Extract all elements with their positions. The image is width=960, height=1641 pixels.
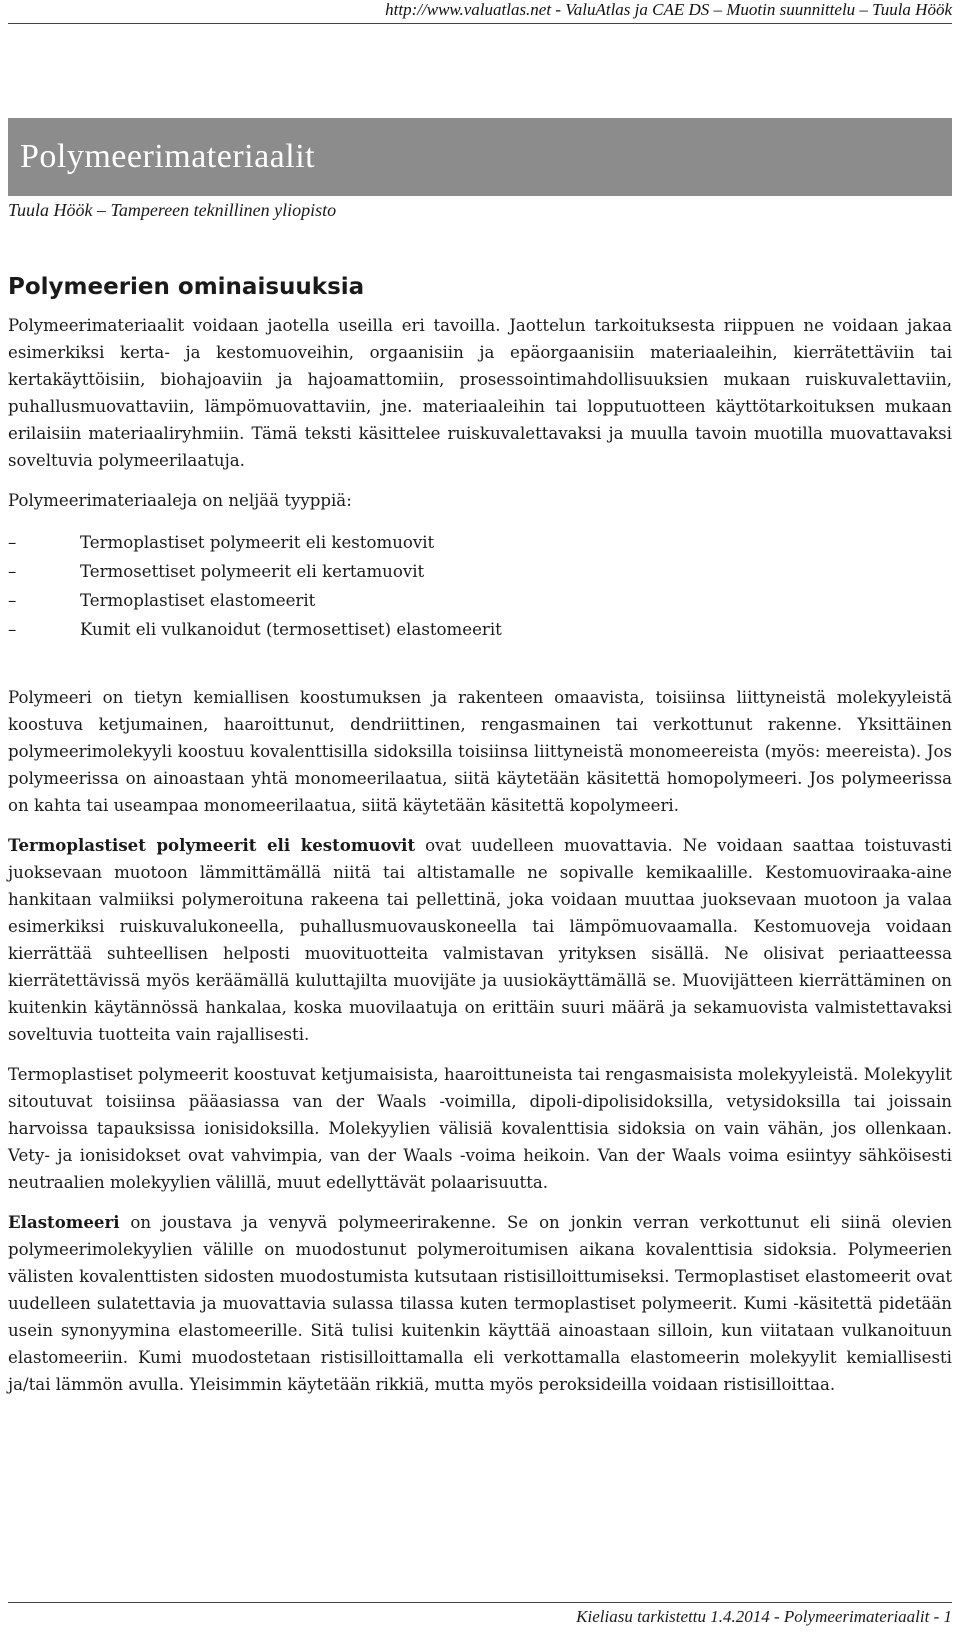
dash-bullet: – bbox=[8, 533, 17, 552]
dash-bullet: – bbox=[8, 562, 17, 581]
intro-paragraph: Polymeerimateriaalit voidaan jaotella useilla eri tavoilla. Jaottelun tarkoituksesta riippuen ne voidaan jakaa esimerkiksi kerta- ja kestomuoveihin, orgaanisiin ja epäorgaanisiin materiaaleihin, kierrätettäviin tai kertakäyttöisiin, biohajoaviin ja hajoamattomiin, prosessointimahdollisuuksien mukaan ruiskuvalettaviin, puhallusmuovattaviin, lämpömuovattaviin, jne. materiaaleihin tai lopputuotteen käyttötarkoituksen mukaan erilaisiin materiaaliryhmiin. Tämä teksti käsittelee ruiskuvalettavaksi ja muulla tavoin muotilla muovattavaksi soveltuvia polymeerilaatuja. bbox=[8, 316, 952, 470]
author-line: Tuula Höök – Tampereen teknillinen yliopisto bbox=[8, 200, 337, 220]
types-intro: Polymeerimateriaaleja on neljää tyyppiä: bbox=[8, 491, 352, 510]
elastomer-paragraph bbox=[8, 1209, 952, 1398]
list-item-text: Termoplastiset polymeerit eli kestomuovit bbox=[80, 533, 435, 552]
thermoplastic-term: Termoplastiset polymeerit eli kestomuovit bbox=[8, 835, 416, 855]
elastomer-term: Elastomeeri bbox=[8, 1212, 120, 1232]
page-footer: Kieliasu tarkistettu 1.4.2014 - Polymeerimateriaalit - 1 bbox=[8, 1602, 952, 1627]
thermoplastic-text: ovat uudelleen muovattavia. Ne voidaan saattaa toistuvasti juoksevaan muotoon lämmittämällä niitä tai altistamalle ne sopivalle kemikaalille. Kestomuoviraaka-aine hankitaan valmiiksi polymeroituna rakeena tai pellettinä, joka voidaan muuttaa juoksevaan muotoon ja valaa esimerkiksi ruiskuvalukoneella, puhallusmuovauskoneella tai lämpömuovaamalla. Kestomuoveja voidaan kierrättää suhteellisen helposti muovituotteita valmistavan yrityksen sisällä. Ne olisivat periaatteessa kierrätettävissä myös keräämällä kuluttajilta muovijäte ja uusiokäyttämällä se. Muovijätteen kierrättäminen on kuitenkin käytännössä hankalaa, koska muovilaatuja on erittäin suuri määrä ja sekamuovista valmistettavaksi soveltuvia tuotteita vain rajallisesti. bbox=[8, 836, 952, 1044]
section-heading: Polymeerien ominaisuuksia bbox=[8, 274, 365, 300]
document-body bbox=[8, 274, 952, 1411]
polymer-types-list bbox=[8, 528, 952, 644]
thermoplastic-structure-paragraph: Termoplastiset polymeerit koostuvat ketjumaisista, haaroittuneista tai rengasmaisista molekyyleistä. Molekyylit sitoutuvat toisiinsa pääasiassa van der Waals -voimilla, dipoli-dipolisidoksilla, vetysidoksilla tai joissain harvoissa tapauksissa ionisidoksilla. Molekyylien välisiä kovalenttisia sidoksia on vain vähän, jos ollenkaan. Vety- ja ionisidokset ovat vahvimpia, van der Waals -voima heikoin. Van der Waals voima esiintyy sähköisesti neutraalien molekyylien välillä, muut edellyttävät polaarisuutta. bbox=[8, 1065, 952, 1192]
list-item-text: Kumit eli vulkanoidut (termosettiset) elastomeerit bbox=[80, 620, 502, 639]
list-item bbox=[8, 528, 952, 557]
dash-bullet: – bbox=[8, 591, 17, 610]
list-item-text: Termosettiset polymeerit eli kertamuovit bbox=[80, 562, 425, 581]
list-item-text: Termoplastiset elastomeerit bbox=[80, 591, 316, 610]
running-header: http://www.valuatlas.net - ValuAtlas ja CAE DS – Muotin suunnittelu – Tuula Höök bbox=[8, 0, 952, 24]
elastomer-text: on joustava ja venyvä polymeerirakenne. Se on jonkin verran verkottunut eli siinä olevien polymeerimolekyylien välille on muodostunut polymeroitumisen aikana kovalenttisia sidoksia. Polymeerien välisten kovalenttisten sidosten muodostumista kutsutaan ristisilloittumiseksi. Termoplastiset elastomeerit ovat uudelleen sulatettavia ja muovattavia sulassa tilassa kuten termoplastiset polymeerit. Kumi -käsitettä pidetään usein synonyymina elastomeerille. Sitä tulisi kuitenkin käyttää ainoastaan silloin, kun viitataan vulkanoituun elastomeeriin. Kumi muodostetaan ristisilloittamalla eli verkottamalla elastomeerin molekyylit kemiallisesti ja/tai lämmön avulla. Yleisimmin käytetään rikkiä, mutta myös peroksideilla voidaan ristisilloittaa. bbox=[8, 1213, 952, 1394]
list-item bbox=[8, 615, 952, 644]
polymer-paragraph: Polymeeri on tietyn kemiallisen koostumuksen ja rakenteen omaavista, toisiinsa liittyneistä molekyyleistä koostuva ketjumainen, haaroittunut, dendriittinen, rengasmainen tai verkottunut rakenne. Yksittäinen polymeerimolekyyli koostuu kovalenttisilla sidoksilla toisiinsa liittyneistä monomeereista (myös: meereista). Jos polymeerissa on ainoastaan yhtä monomeerilaatua, siitä käytetään käsitettä homopolymeeri. Jos polymeerissa on kahta tai useampaa monomeerilaatua, siitä käytetään käsitettä kopolymeeri. bbox=[8, 688, 952, 815]
dash-bullet: – bbox=[8, 620, 17, 639]
document-title: Polymeerimateriaalit bbox=[20, 138, 316, 175]
title-banner bbox=[8, 118, 952, 196]
list-item bbox=[8, 557, 952, 586]
list-item bbox=[8, 586, 952, 615]
thermoplastic-paragraph bbox=[8, 832, 952, 1048]
